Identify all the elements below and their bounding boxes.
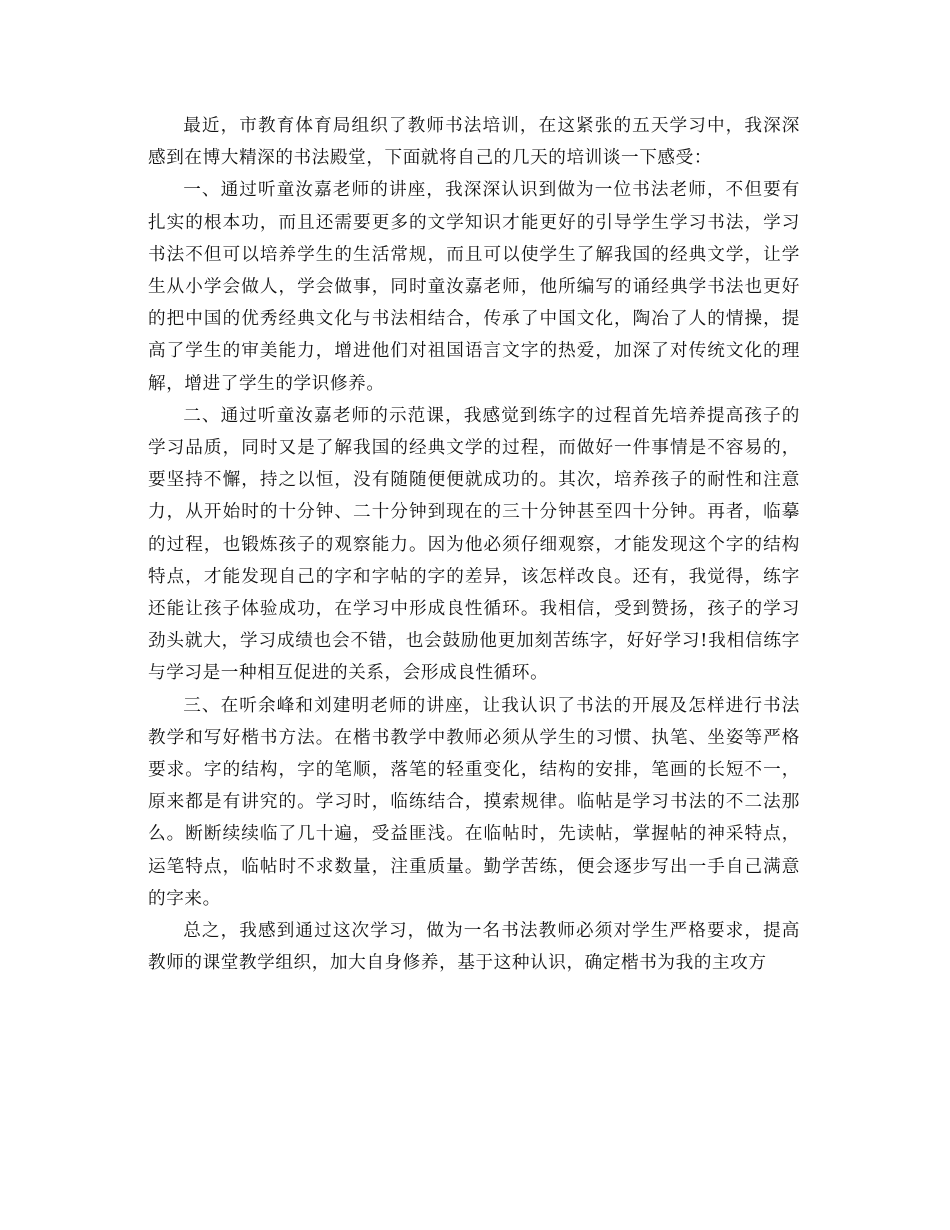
document-body (148, 110, 800, 979)
paragraph-conclusion: 总之，我感到通过这次学习，做为一名书法教师必须对学生严格要求，提高教师的课堂教学组织，加大自身修养，基于这种认识，确定楷书为我的主攻方 (148, 921, 800, 974)
paragraph-point-two: 二、通过听童汝嘉老师的示范课，我感觉到练字的过程首先培养提高孩子的学习品质，同时又是了解我国的经典文学的过程，而做好一件事情是不容易的，要坚持不懈，持之以恒，没有随随便便就成功的。其次，培养孩子的耐性和注意力，从开始时的十分钟、二十分钟到现在的三十分钟甚至四十分钟。再者，临摹的过程，也锻炼孩子的观察能力。因为他必须仔细观察，才能发现这个字的结构特点，才能发现自己的字和字帖的字的差异，该怎样改良。还有，我觉得，练字还能让孩子体验成功，在学习中形成良性循环。我相信，受到赞扬，孩子的学习劲头就大，学习成绩也会不错，也会鼓励他更加刻苦练字，好好学习!我相信练字与学习是一种相互促进的关系，会形成良性循环。 (148, 405, 800, 684)
paragraph-point-one: 一、通过听童汝嘉老师的讲座，我深深认识到做为一位书法老师，不但要有扎实的根本功，而且还需要更多的文学知识才能更好的引导学生学习书法，学习书法不但可以培养学生的生活常规，而且可以使学生了解我国的经典文学，让学生从小学会做人，学会做事，同时童汝嘉老师，他所编写的诵经典学书法也更好的把中国的优秀经典文化与书法相结合，传承了中国文化，陶冶了人的情操，提高了学生的审美能力，增进他们对祖国语言文字的热爱，加深了对传统文化的理解，增进了学生的学识修养。 (148, 180, 800, 394)
paragraph-point-three: 三、在听余峰和刘建明老师的讲座，让我认识了书法的开展及怎样进行书法教学和写好楷书方法。在楷书教学中教师必须从学生的习惯、执笔、坐姿等严格要求。字的结构，字的笔顺，落笔的轻重变化，结构的安排，笔画的长短不一，原来都是有讲究的。学习时，临练结合，摸索规律。临帖是学习书法的不二法那么。断断续续临了几十遍，受益匪浅。在临帖时，先读帖，掌握帖的神采特点，运笔特点，临帖时不求数量，注重质量。勤学苦练，便会逐步写出一手自己满意的字来。 (148, 695, 800, 909)
paragraph-intro: 最近，市教育体育局组织了教师书法培训，在这紧张的五天学习中，我深深感到在博大精深的书法殿堂，下面就将自己的几天的培训谈一下感受： (148, 116, 800, 169)
